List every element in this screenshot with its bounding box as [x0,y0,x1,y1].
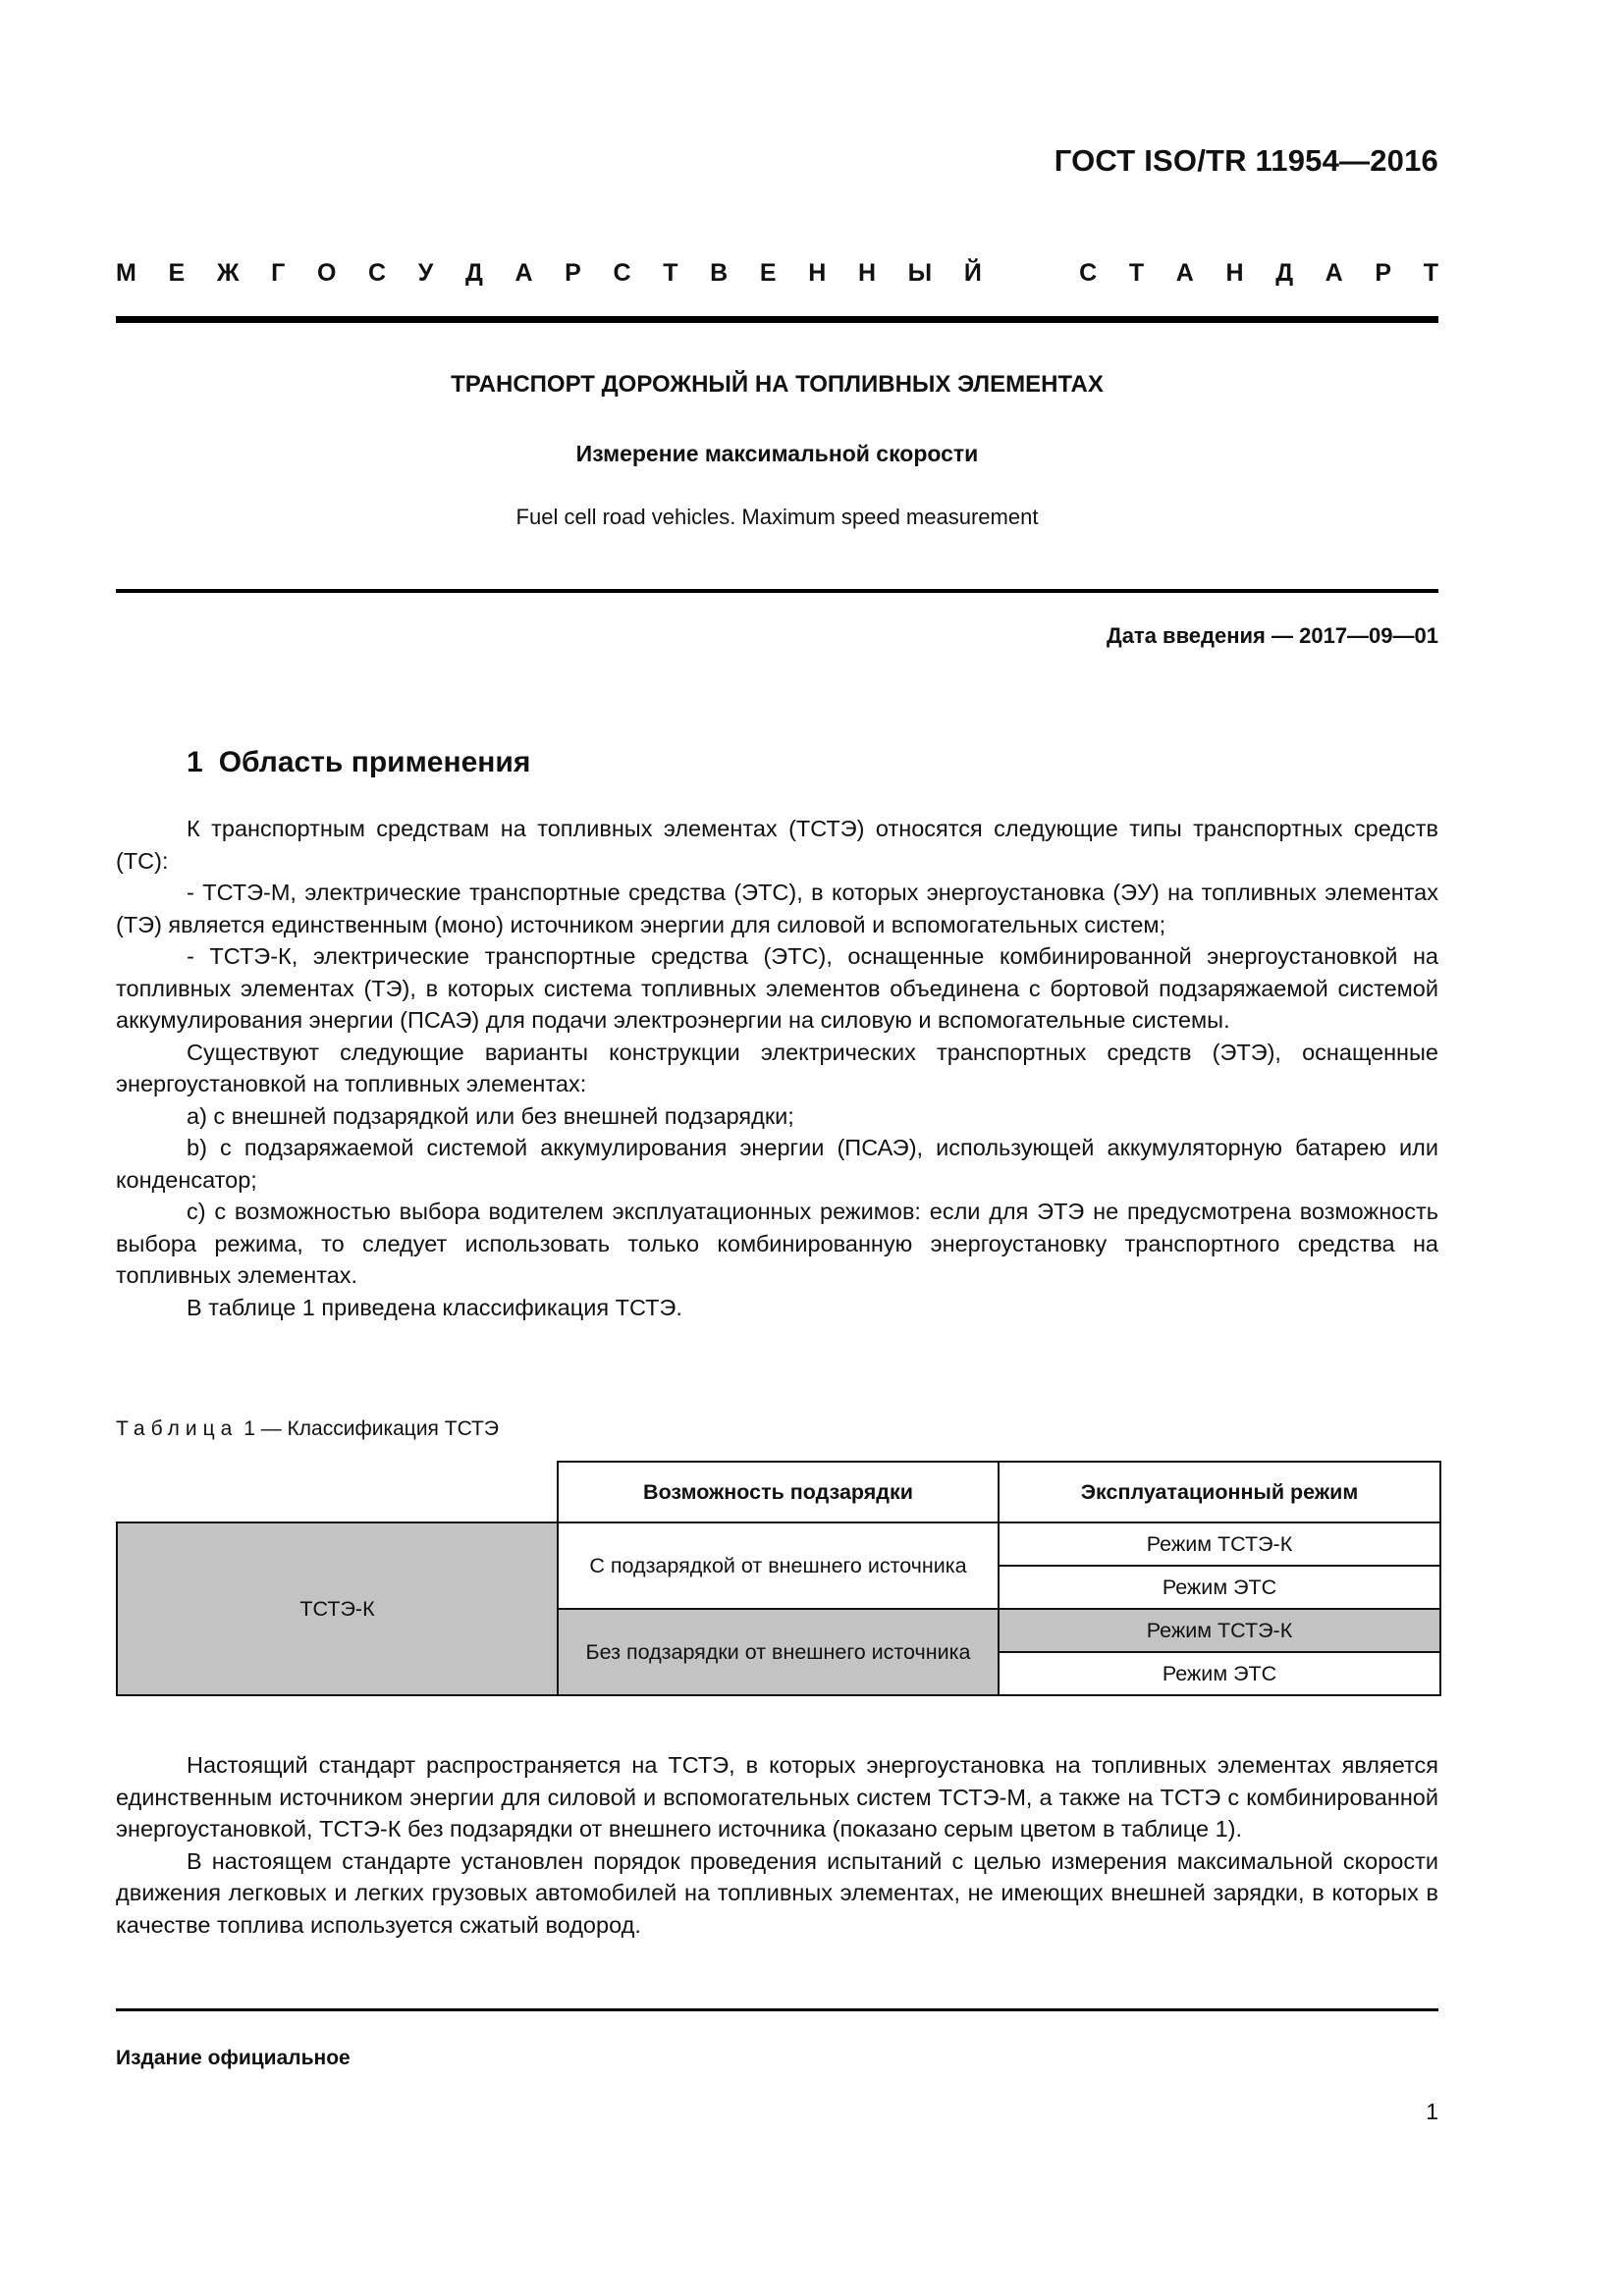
charging-cell-highlighted: Без подзарядки от внешнего источника [558,1609,999,1695]
introduction-date: Дата введения — 2017—09—01 [1107,623,1438,648]
banner-letter: О [316,259,337,287]
banner-letter: С [613,259,631,287]
scope-body-continued [116,1749,1438,1941]
paragraph: В таблице 1 приведена классификация ТСТЭ. [187,1294,682,1320]
banner-letter: Д [464,259,483,287]
interstate-standard-banner [116,259,1438,288]
list-item: - ТСТЭ-М, электрические транспортные средства (ЭТС), в которых энергоустановка (ЭУ) на топливных элементах (ТЭ) является единственным (моно) источником энергии для силовой и вспомогательных систем; [116,880,1438,937]
banner-letter: М [116,259,136,287]
charging-cell: С подзарядкой от внешнего источника [558,1522,999,1609]
banner-letter: Т [1128,259,1145,287]
table-header-charging: Возможность подзарядки [558,1462,999,1522]
mode-cell: Режим ТСТЭ-К [999,1522,1440,1566]
english-title: Fuel cell road vehicles. Maximum speed measurement [515,505,1039,529]
paragraph: Существуют следующие варианты конструкции электрических транспортных средств (ЭТЭ), оснащенные энергоустановкой на топливных элементах: [116,1039,1438,1096]
scope-body [116,813,1438,1323]
official-edition-label: Издание официальное [116,2047,351,2069]
banner-letter: Д [1275,259,1293,287]
banner-letter: Н [857,259,877,287]
list-item: b) с подзаряжаемой системой аккумулирования энергии (ПСАЭ), использующей аккумуляторную батарею или конденсатор; [116,1135,1438,1193]
page-number: 1 [1426,2099,1438,2124]
banner-letter: А [514,259,533,287]
banner-letter: А [1325,259,1343,287]
list-item: a) с внешней подзарядкой или без внешней подзарядки; [187,1102,794,1129]
paragraph: Настоящий стандарт распространяется на ТСТЭ, в которых энергоустановка на топливных элементах является единственным источником энергии для силовой и вспомогательных систем ТСТЭ-М, а также на ТСТЭ с комбинированной энергоустановкой, ТСТЭ-К без подзарядки от внешнего источника (показано серым цветом в таблице 1). [116,1752,1438,1842]
section-number: 1 [187,746,203,778]
table-caption-prefix: Таблица [116,1417,239,1440]
section-title: Область применения [218,746,531,778]
document-subtitle: Измерение максимальной скорости [575,441,979,466]
table-caption [116,1417,499,1441]
list-item: c) с возможностью выбора водителем эксплуатационных режимов: если для ЭТЭ не предусмотрена возможность выбора режима, то следует использовать только комбинированную энергоустановку транспортного средства на топливных элементах. [116,1199,1438,1288]
table-row [117,1522,1440,1566]
document-title: ТРАНСПОРТ ДОРОЖНЫЙ НА ТОПЛИВНЫХ ЭЛЕМЕНТАХ [451,371,1104,398]
table-header-empty [117,1462,558,1522]
table-caption-title: — Классификация ТСТЭ [260,1417,499,1440]
classification-table [116,1461,1441,1696]
mode-cell: Режим ЭТС [999,1652,1440,1695]
banner-letter: Р [1375,259,1392,287]
banner-letter: Р [565,259,581,287]
banner-letter: Ы [907,259,933,287]
table-header-row [117,1462,1440,1522]
banner-letter: Н [1225,259,1244,287]
banner-letter: Т [663,259,678,287]
table-caption-number: 1 [243,1417,255,1440]
banner-letter: В [710,259,729,287]
banner-letter: А [1175,259,1194,287]
vehicle-type-cell: ТСТЭ-К [117,1522,558,1695]
banner-letter: Ж [216,259,240,287]
banner-letter: Е [759,259,777,287]
banner-letter: Й [963,259,982,287]
paragraph: К транспортным средствам на топливных элементах (ТСТЭ) относятся следующие типы транспортных средств (ТС): [116,816,1438,874]
standard-code: ГОСТ ISO/TR 11954—2016 [1054,143,1438,178]
footer-divider [116,2008,1438,2011]
paragraph: В настоящем стандарте установлен порядок проведения испытаний с целью измерения максимальной скорости движения легковых и легких грузовых автомобилей на топливных элементах, не имеющих внешней зарядки, в которых в качестве топлива используется сжатый водород. [116,1847,1438,1938]
banner-letter: Г [271,259,286,287]
list-item: - ТСТЭ-К, электрические транспортные средства (ЭТС), оснащенные комбинированной энергоустановкой на топливных элементах (ТЭ), в которых система топливных элементов объединена с бортовой подзаряжаемой системой аккумулирования энергии (ПСАЭ) для подачи электроэнергии на силовую и вспомогательные системы. [116,943,1438,1033]
mode-cell: Режим ЭТС [999,1566,1440,1609]
banner-letter: С [368,259,387,287]
banner-letter: У [417,259,434,287]
header-divider [116,316,1438,323]
banner-letter: Н [808,259,827,287]
banner-word-gap [1013,259,1047,288]
section-heading [187,746,530,779]
banner-letter: Т [1423,259,1438,287]
table-header-mode: Эксплуатационный режим [999,1462,1440,1522]
banner-letter: Е [168,259,186,287]
title-divider [116,589,1438,593]
mode-cell-highlighted: Режим ТСТЭ-К [999,1609,1440,1652]
banner-letter: С [1079,259,1098,287]
